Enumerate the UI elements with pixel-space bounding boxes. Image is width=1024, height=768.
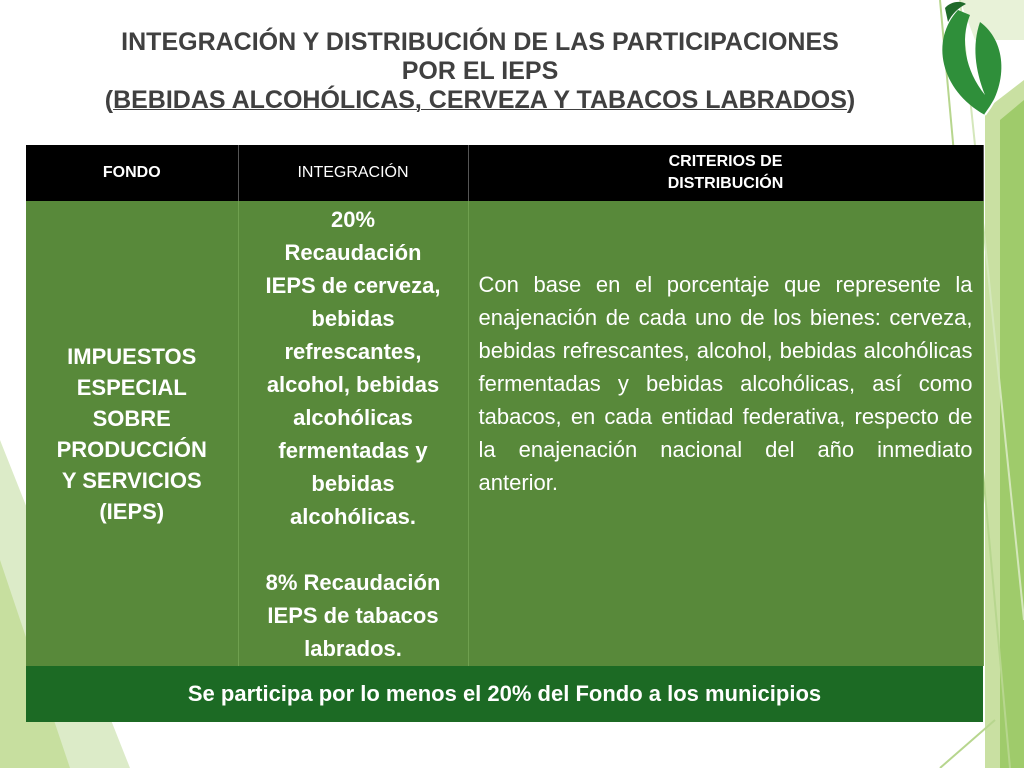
- integracion-line: 8% Recaudación: [265, 569, 441, 595]
- cell-criterios: [468, 201, 983, 666]
- cell-integracion: [238, 201, 468, 666]
- criterios-text: Con base en el porcentaje que represente la enajenación de cada uno de los bienes: cerveza, bebidas refrescantes, alcohol, bebidas alcohólicas fermentadas y bebidas alcohólicas, así como tabacos, en cada entidad federativa, respecto de la enajenación nacional del año inmediato anterior.: [478, 272, 973, 495]
- header-fondo: FONDO: [26, 145, 238, 201]
- integracion-line: refrescantes,: [284, 338, 422, 364]
- right-decor-band-2: [1000, 100, 1024, 768]
- fondo-line: PRODUCCIÓN: [56, 436, 207, 462]
- integracion-line: alcohol, bebidas: [266, 371, 440, 397]
- integracion-line: bebidas: [311, 470, 395, 496]
- integracion-line: alcohólicas: [293, 404, 413, 430]
- title-line-1: INTEGRACIÓN Y DISTRIBUCIÓN DE LAS PARTICIPACIONES: [121, 28, 839, 56]
- fondo-line: Y SERVICIOS: [61, 467, 202, 493]
- header-criterios: [468, 145, 983, 201]
- integracion-line: IEPS de cerveza,: [265, 272, 441, 298]
- title-line-3: [30, 86, 930, 115]
- integracion-line: fermentadas y: [278, 437, 428, 463]
- integracion-paragraph-2: [245, 566, 462, 665]
- table-row: [26, 201, 983, 666]
- title-line-3-main: BEBIDAS ALCOHÓLICAS, CERVEZA Y TABACOS LABRADOS: [113, 86, 847, 114]
- fondo-line: SOBRE: [92, 405, 171, 431]
- table-header-row: [26, 145, 983, 201]
- header-criterios-line-2: DISTRIBUCIÓN: [667, 175, 784, 192]
- header-criterios-line-1: CRITERIOS DE: [668, 153, 783, 170]
- title-paren-close: ): [846, 86, 856, 114]
- fondo-line: ESPECIAL: [76, 374, 187, 400]
- footer-note: Se participa por lo menos el 20% del Fondo a los municipios: [26, 666, 983, 722]
- slide-title: [30, 28, 930, 115]
- participaciones-table: [26, 145, 984, 722]
- right-decor-band-3: [960, 0, 1024, 40]
- integracion-line: Recaudación: [284, 239, 422, 265]
- integracion-line: alcohólicas.: [290, 503, 416, 529]
- integracion-line: bebidas: [311, 305, 395, 331]
- integracion-line: 20%: [330, 206, 376, 232]
- title-line-2: POR EL IEPS: [401, 57, 559, 85]
- integracion-line: IEPS de tabacos: [267, 602, 439, 628]
- fondo-line: IMPUESTOS: [67, 343, 197, 369]
- fondo-line: (IEPS): [99, 498, 165, 524]
- header-integracion: INTEGRACIÓN: [238, 145, 468, 201]
- table-footer-row: [26, 666, 983, 722]
- integracion-line: labrados.: [304, 635, 402, 661]
- integracion-paragraph-1: [245, 203, 462, 533]
- cell-fondo: [26, 201, 238, 666]
- title-paren-open: (: [104, 86, 114, 114]
